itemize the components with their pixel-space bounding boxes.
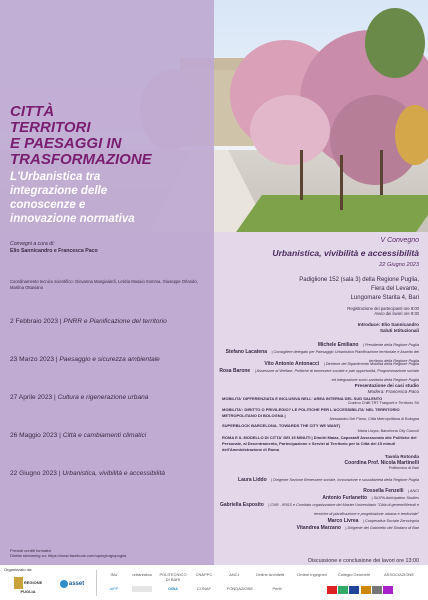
case-study: SUPERBLOCK BARCELONA. TOWARDS THE CITY WE WANT| (222, 423, 341, 428)
tavola-coordinator: Coordina Prof. Nicola Martinelli (344, 460, 419, 466)
speaker: Laura Liddo | Dirigente Sezione Benessere sociale, Innovazione e sussidiarietà della Regione Puglia (238, 477, 419, 483)
organized-by: Organizzato da: (4, 567, 33, 572)
footnote: Previsti crediti formativi Diretta streaming su: https://www.facebook.com/upmgiorgiopuglia (10, 548, 127, 558)
venue: Padiglione 152 (sala 3) della Regione Puglia, Fiera del Levante, Lungomare Starita 4, Bari (299, 277, 419, 301)
speaker: Stefano Lacatena | Consigliere delegato per Paesaggio Urbanistica Pianificazione territoriale e Assetto del territorio della Regione Puglia (225, 349, 419, 363)
introduction: Introduce: Elio Sannicandro Saluti Istituzionali (357, 322, 419, 333)
curatori: Convegni a cura di: Elio Sannicandro e Francesca Paco (10, 241, 98, 254)
convegno-label: V Convegno (380, 237, 419, 244)
speaker: Marco Livrea | Cooperativa Sociale Zerovirgola (327, 518, 419, 524)
speaker: Antonio Furlanetto | SIOPA Anticipation Studies (322, 495, 419, 501)
partner-logos (300, 586, 420, 595)
speaker: Rossella Fenzelli | ANCI (363, 488, 419, 494)
ordine-ingegneri-logo: Ordine Ingegneri (297, 572, 327, 577)
tavola-coordinator-role: Politecnico di Bari (388, 466, 419, 470)
urbanistica-logo: urbanistica (132, 572, 152, 577)
comitato-scientifico: Coordinamento tecnico scientifico: Giovanna Mangialardi, Letizia Musaio Somma, Giuseppe Orlando, Martina Ottaviano (10, 279, 198, 290)
schedule-item: 26 Maggio 2023 | Città e cambiamenti climatici (10, 432, 147, 439)
inu-logo: INU (110, 572, 118, 577)
speaker: Rosa Barone | Assessore al Welfare, Politiche di benessere sociale e pari opportunità, Programmazione sociale ed integrazione socio-sanitaria della Regione Puglia (219, 368, 419, 382)
closing-note: Discussione e conclusione dei lavori ore 13:00 (308, 558, 419, 564)
schedule-item: 27 Aprile 2023 | Cultura e rigenerazione urbana (10, 394, 149, 401)
case-study: MOBILITA': DIRITTO O PRIVILEGIO? LE POLITICHE PER L'ACCESSIBILITA' NEL TERRITORIO METROPOLITANO DI BOLOGNA | (222, 407, 400, 418)
regione-puglia-logo: REGIONE PUGLIA (6, 577, 50, 594)
schedule-item: 23 Marzo 2023 | Paesaggio e sicurezza ambientale (10, 356, 160, 363)
case-study-author: Alessandro Del Piano, Città Metropolitana di Bologna (329, 417, 419, 421)
casi-header: Presentazione dei casi studio (354, 383, 419, 388)
speaker: Michele Emiliano | Presidente della Regione Puglia (317, 342, 419, 348)
main-title: CITTÀ TERRITORI E PAESAGGI IN TRASFORMAZIONE (10, 103, 152, 168)
casi-moderator: Modera: Francesca Paco (367, 389, 419, 394)
cnappc-logo: CNAPPC (195, 572, 213, 577)
collegio-geometri-logo: Collegio Geometri (337, 572, 370, 577)
convegno-date: 22 Giugno 2023 (379, 262, 419, 268)
urbanistica-logo-2 (128, 586, 156, 593)
asset-logo: asset (52, 580, 92, 588)
convegno-title: Urbanistica, vivibilità e accessibilità (272, 248, 419, 258)
fondazione-logo: FONDAZIONE (226, 586, 254, 591)
speaker: Gabriella Esposito | CNR - IRISS e Comitato organizzatore del Master Universitario "Città di genere/Metodi e tecniche di pianificazione e progettazione urbana e territoriale" (219, 502, 419, 516)
anci-logo: ANCI (229, 572, 239, 577)
ordine-architetti-logo: Ordine Architetti (255, 572, 285, 577)
schedule-item: 2 Febbraio 2023 | PNRR e Pianificazione del territorio (10, 318, 167, 325)
speaker: Vito Antonio Antonacci | Direttore del Dipartimento Mobilità della Regione Puglia (264, 361, 419, 367)
case-study-author: Maria Lluyra, Barcelona City Council (357, 429, 419, 433)
case-study-author: Cosimo Chiffi TRT Trasporti e Territorio Srl (347, 401, 419, 405)
tavola-header: Tavola Rotonda (384, 454, 419, 459)
oiba-logo: OIBA (168, 586, 178, 591)
politecnico-logo: POLITECNICO DI BARI (159, 572, 187, 582)
schedule-item: 22 Giugno 2023 | Urbanistica, vivibilità e accessibilità (10, 470, 165, 477)
conaf-logo: CONAF (197, 586, 211, 591)
periti-logo: Periti (272, 586, 282, 591)
registration: Registrazione dei partecipanti ore 9:00 Avvio dei lavori ore 9:30 (347, 306, 419, 316)
associazione-logo: ASSOCIAZIONE (383, 572, 414, 577)
case-study: ROMA E IL MODELLO DI CITTA' DEI 15 MINUTI | Dimitri Maiaz, Capostaff Assessorato alle Politiche del Personale, al Decentramento, Partecipazione e Servizi al Territorio per la Città dei 15 minuti dell'Amministrazione di Roma (222, 435, 417, 452)
aipp-logo: AIPP (109, 586, 119, 591)
case-study: MOBILITA' DIFFERENZIATA E INCLUSIVA NELL' AREA INTERNA DEL SUD SALENTO (222, 396, 383, 401)
speaker: Vitandrea Marzano | Dirigente del Gabinetto del Sindaco di Bari (296, 525, 419, 531)
subtitle: L'Urbanistica tra integrazione delle conoscenze e innovazione normativa (10, 171, 135, 225)
